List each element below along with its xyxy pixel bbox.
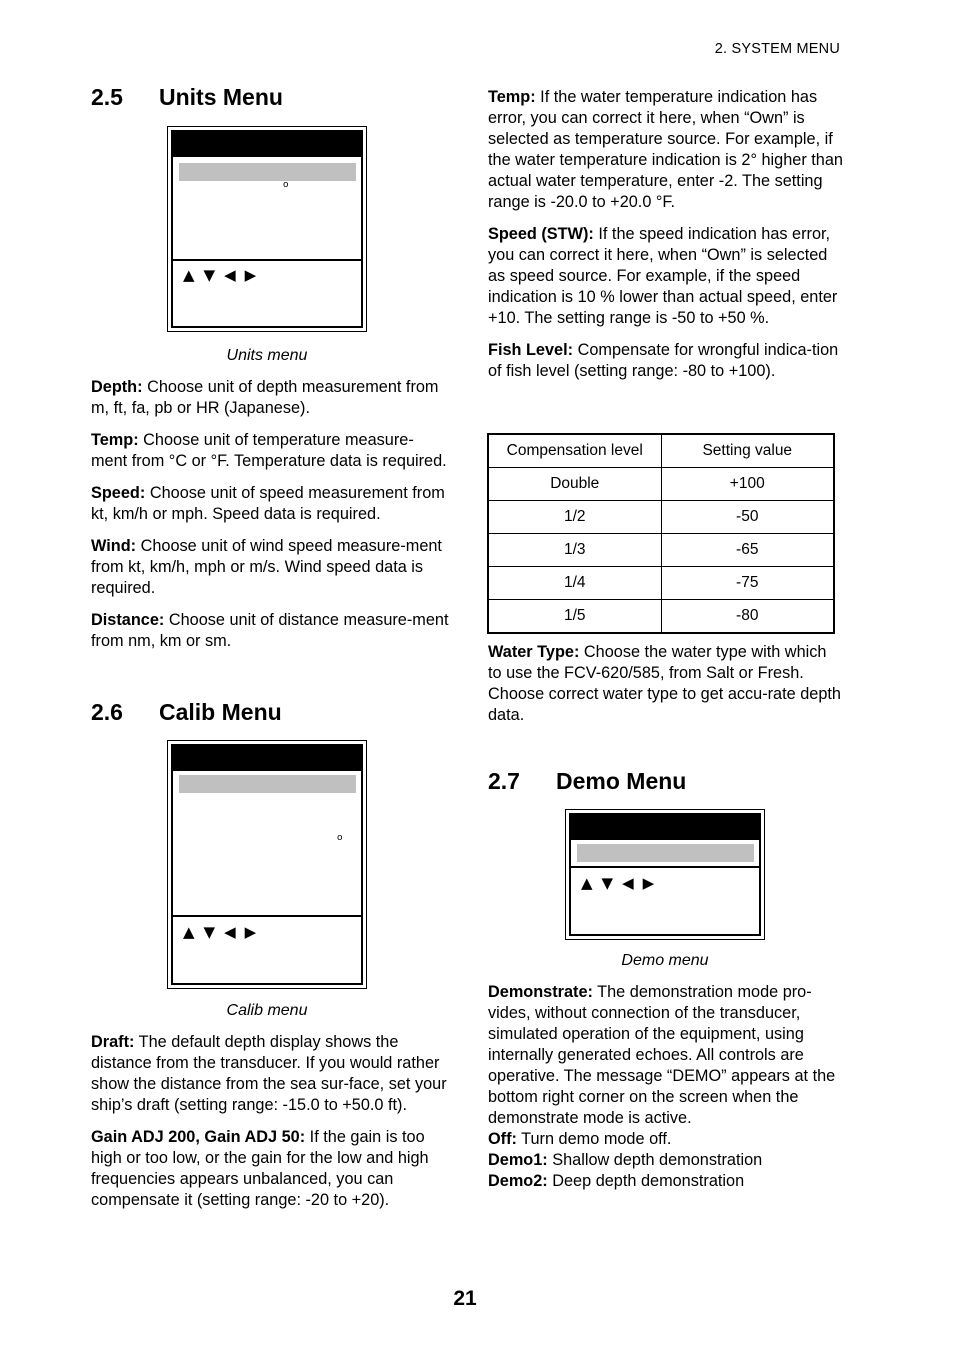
table-cell: 1/3 — [488, 534, 661, 567]
menu-highlight-row — [179, 775, 356, 793]
paragraph-distance: Distance: Choose unit of distance measure-ment from nm, km or sm. — [91, 611, 449, 650]
table-cell: -65 — [661, 534, 834, 567]
units-descriptions — [91, 377, 449, 652]
paragraph-speed-stw: Speed (STW): If the speed indication has error, you can correct it here, when “Own” is selected as speed source. For example, if the speed indication is 10 % lower than actual speed, enter +10. The setting range is -50 to +50 %. — [488, 225, 838, 327]
compensation-table — [487, 433, 835, 634]
paragraph-temp: Temp: Choose unit of temperature measure-ment from °C or °F. Temperature data is required. — [91, 431, 447, 470]
paragraph-demonstrate: Demonstrate: The demonstration mode pro-vides, without connection of the transducer, simulated operation of the equipment, using internally generated echoes. All controls are operative. The message “DEMO” appears at the bottom right corner on the screen when the demonstrate mode is active. — [488, 983, 836, 1127]
table-cell: -75 — [661, 567, 834, 600]
calib-descriptions — [91, 1032, 449, 1211]
paragraph-draft: Draft: The default depth display shows the distance from the transducer. If you would rather show the distance from the sea sur-face, set your ship’s draft (setting range: -15.0 to +50.0 ft). — [91, 1033, 447, 1114]
arrow-keys-icon: ▲▼◀▶ — [581, 874, 664, 892]
calib-menu-screenshot — [167, 740, 367, 989]
paragraph-depth: Depth: Choose unit of depth measurement from m, ft, fa, pb or HR (Japanese). — [91, 378, 439, 417]
units-menu-screenshot — [167, 126, 367, 332]
table-cell: 1/2 — [488, 501, 661, 534]
demo-descriptions — [488, 982, 844, 1192]
section-title: Demo Menu — [556, 768, 687, 794]
table-header-row — [488, 434, 834, 468]
paragraph-temp-calib: Temp: If the water temperature indication has error, you can correct it here, when “Own” is selected as temperature source. For example, if the water temperature indication is 2° higher than actual water temperature, enter -2. The setting range is -20.0 to +20.0 °F. — [488, 88, 843, 211]
section-title: Units Menu — [159, 84, 283, 110]
table-row — [488, 501, 834, 534]
section-number: 2.5 — [91, 84, 123, 110]
menu-title-bar — [173, 746, 361, 771]
paragraph-fish-level: Fish Level: Compensate for wrongful indica-tion of fish level (setting range: -80 to +100). — [488, 341, 839, 380]
figure-caption: Units menu — [226, 347, 308, 364]
column-header: Compensation level — [488, 434, 661, 468]
section-title: Calib Menu — [159, 699, 282, 725]
menu-divider — [571, 866, 759, 868]
section-number: 2.6 — [91, 699, 123, 725]
paragraph-demo1: Demo1: Shallow depth demonstration — [488, 1151, 763, 1169]
paragraph-off: Off: Turn demo mode off. — [488, 1130, 672, 1148]
menu-divider — [173, 259, 361, 261]
running-header: 2. SYSTEM MENU — [714, 41, 840, 57]
section-heading-calib — [91, 699, 282, 726]
figure-caption: Calib menu — [226, 1002, 308, 1019]
section-number: 2.7 — [488, 768, 520, 794]
table-cell: 1/5 — [488, 600, 661, 634]
table-cell: -50 — [661, 501, 834, 534]
menu-highlight-row — [577, 844, 754, 862]
table-row — [488, 567, 834, 600]
arrow-keys-icon: ▲▼◀▶ — [183, 923, 266, 941]
paragraph-gain-adj: Gain ADJ 200, Gain ADJ 50: If the gain is too high or too low, or the gain for the low and high frequencies appears unbalanced, you can compensate it (setting range: -20 to +20). — [91, 1128, 429, 1209]
section-heading-demo — [488, 768, 686, 795]
column-header: Setting value — [661, 434, 834, 468]
calib-right-descriptions — [488, 87, 844, 382]
table-row — [488, 468, 834, 501]
figure-caption: Demo menu — [621, 952, 709, 969]
table-cell: Double — [488, 468, 661, 501]
degree-symbol: o — [283, 180, 289, 190]
table-cell: +100 — [661, 468, 834, 501]
menu-divider — [173, 915, 361, 917]
paragraph-speed: Speed: Choose unit of speed measurement from kt, km/h or mph. Speed data is required. — [91, 484, 445, 523]
page-number: 21 — [453, 1287, 477, 1310]
menu-title-bar — [173, 132, 361, 157]
paragraph-demo2: Demo2: Deep depth demonstration — [488, 1172, 745, 1190]
arrow-keys-icon: ▲▼◀▶ — [183, 266, 266, 284]
paragraph-water-type: Water Type: Choose the water type with which to use the FCV-620/585, from Salt or Fresh. Choose correct water type to get accu-rate depth data. — [488, 643, 841, 724]
paragraph-wind: Wind: Choose unit of wind speed measure-ment from kt, km/h, mph or m/s. Wind speed data is required. — [91, 537, 442, 597]
degree-symbol: o — [337, 833, 343, 843]
table-cell: -80 — [661, 600, 834, 634]
menu-highlight-row — [179, 163, 356, 181]
demo-menu-screenshot — [565, 809, 765, 940]
table-row — [488, 600, 834, 634]
table-row — [488, 534, 834, 567]
table-cell: 1/4 — [488, 567, 661, 600]
menu-title-bar — [571, 815, 759, 840]
section-heading-units — [91, 84, 283, 111]
